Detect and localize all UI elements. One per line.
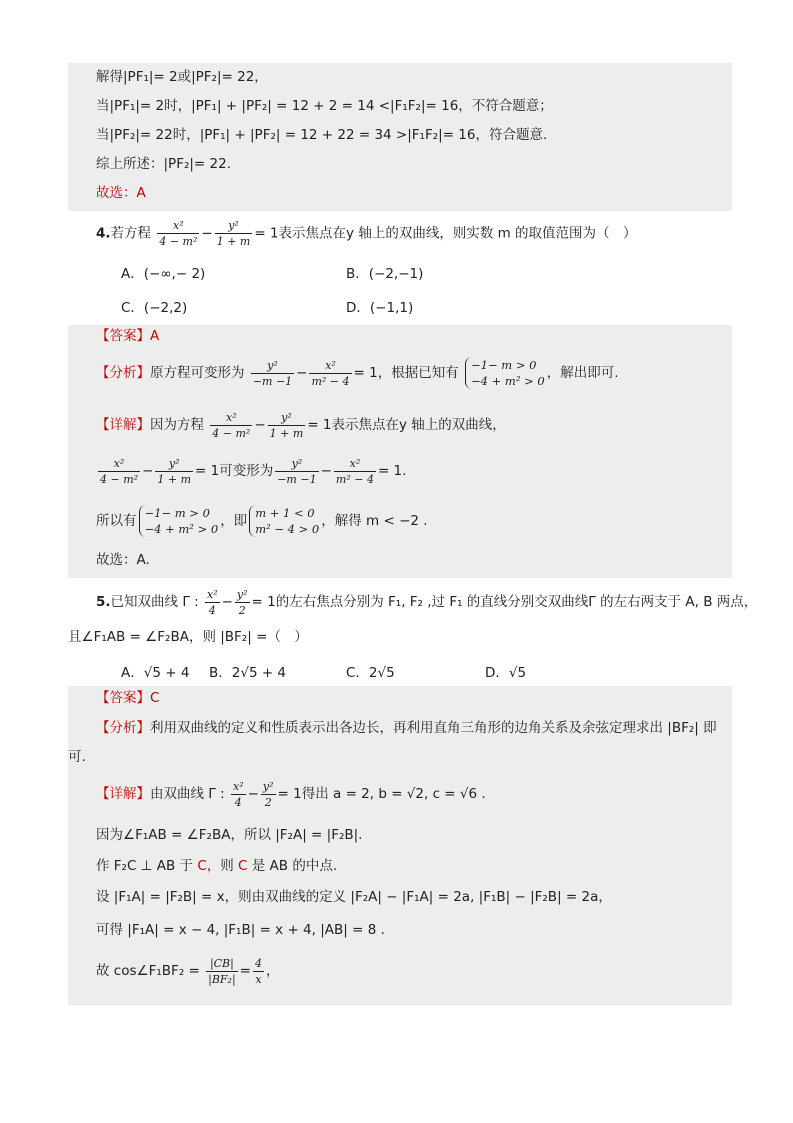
fraction — [210, 411, 252, 440]
answer-tag: 【答案】 — [96, 328, 150, 344]
denominator: 4 — [208, 603, 216, 617]
numerator: y² — [215, 219, 253, 234]
numerator: 4 — [254, 956, 262, 970]
option-d[interactable]: D．(−1,1) — [346, 300, 414, 316]
highlight-text: C — [233, 858, 252, 874]
detail-text: 因为∠F₁AB = ∠F₂BA，所以 |F₂A| = |F₂B|. — [96, 827, 363, 843]
detail-text: = 1表示焦点在y 轴上的双曲线， — [307, 417, 506, 433]
numerator: y² — [275, 457, 318, 472]
numerator: |CB| — [206, 957, 238, 972]
inequality: m + 1 < 0 — [255, 506, 315, 520]
analysis-tag: 【分析】 — [96, 720, 150, 736]
inequality: −1− m > 0 — [471, 358, 537, 372]
detail-line: $\frac{\text{x²}}{\text{4 − m²}}$ − $\frac{\text{y²}}{1 + m}$ = 1可变形为 $\frac{\text{y²}}{-m -1}$ − $\frac{\text{x²}}{\text{m² − 4}}$ = 1. — [100, 456, 407, 486]
denominator: 4 − m² — [100, 472, 139, 486]
detail-text: 设 |F₁A| = |F₂B| = x，则由双曲线的定义 |F₂A| − |F₁A| = 2a, |F₁B| − |F₂B| = 2a， — [96, 889, 612, 905]
numerator: y² — [155, 457, 193, 472]
detail-text: ，即 — [220, 513, 248, 529]
denominator: 2 — [238, 603, 246, 617]
option-d[interactable]: D．√5 — [485, 665, 527, 681]
question-text: = 1的左右焦点分别为 F₁, F₂ ,过 F₁ 的直线分别交双曲线Γ 的左右两支于 A, B 两点， — [251, 594, 758, 610]
inequality: −1− m > 0 — [144, 506, 210, 520]
solution-line: 综上所述：|PF₂|= 22. — [96, 156, 231, 172]
detail-line — [96, 951, 279, 991]
numerator: y² — [268, 411, 306, 426]
detail-text: = — [239, 963, 251, 979]
denominator: 1 + m — [269, 426, 304, 440]
analysis-tag: 【分析】 — [96, 365, 150, 381]
denominator: 1 + m — [216, 235, 251, 248]
denominator: x — [255, 972, 262, 986]
denominator: −m −1 — [252, 374, 293, 388]
detail-line: 【详解】因为方程 $\frac{\text{x²}}{\text{4 − m²}}$ − $\frac{\text{y²}}{1 + m}$ = 1表示焦点在y 轴上的双曲线， — [96, 410, 506, 440]
answer-value: C — [150, 690, 160, 706]
fraction — [253, 957, 264, 986]
detail-text: ， — [265, 963, 280, 979]
detail-text: 所以有 — [96, 513, 137, 529]
answer-value: A — [150, 328, 160, 344]
detail-text: 故选：A. — [96, 552, 150, 568]
detail-tag: 【详解】 — [96, 417, 150, 433]
numerator: x² — [210, 411, 252, 426]
solution-block-q5 — [68, 686, 732, 1005]
question-text: = 1表示焦点在y 轴上的双曲线，则实数 m 的取值范围为（ ） — [254, 225, 637, 242]
denominator: 2 — [264, 795, 272, 809]
option-c[interactable]: C．(−2,2) — [121, 300, 188, 316]
numerator: x² — [206, 587, 218, 601]
detail-text: 是 AB 的中点. — [251, 858, 338, 874]
numerator: x² — [98, 457, 140, 472]
analysis-line — [68, 747, 86, 767]
inequality-system — [465, 357, 545, 389]
question-text: 若方程 — [110, 225, 152, 242]
option-b[interactable]: B．2√5 + 4 — [209, 665, 287, 681]
denominator: 4 − m² — [159, 235, 198, 248]
detail-text: 故 cos∠F₁BF₂ = — [96, 963, 200, 979]
detail-text: = 1得出 a = 2, b = √2, c = √6 . — [277, 786, 486, 802]
denominator: −m −1 — [277, 472, 317, 486]
option-a[interactable]: A．(−∞,− 2) — [121, 266, 206, 282]
solution-line — [96, 183, 146, 203]
fraction — [235, 588, 250, 617]
analysis-text: = 1，根据已知有 — [353, 365, 459, 381]
detail-text: ，解得 m < −2 . — [321, 513, 428, 529]
denominator: 4 − m² — [212, 426, 251, 440]
numerator: y² — [251, 359, 294, 374]
answer-tag: 【答案】 — [96, 690, 150, 706]
inequality: −4 + m² > 0 — [144, 522, 219, 536]
analysis-text: 利用双曲线的定义和性质表示出各边长，再利用直角三角形的边角关系及余弦定理求出 |BF₂| 即 — [150, 720, 717, 736]
detail-tag: 【详解】 — [96, 786, 150, 802]
numerator: x² — [334, 457, 376, 472]
option-b[interactable]: B．(−2,−1) — [346, 266, 424, 282]
question-number: 4. — [96, 225, 111, 242]
fraction — [98, 457, 140, 486]
detail-line — [96, 856, 337, 876]
detail-text: 则 — [220, 858, 234, 874]
option-a[interactable]: A．√5 + 4 — [121, 665, 190, 681]
detail-text: 因为方程 — [150, 417, 204, 433]
numerator: x² — [157, 219, 199, 234]
numerator: x² — [232, 779, 244, 793]
analysis-text: 原方程可变形为 — [150, 365, 245, 381]
inequality: −4 + m² > 0 — [471, 374, 545, 388]
solution-block-q3 — [68, 63, 732, 211]
denominator: m² − 4 — [311, 374, 350, 388]
numerator: x² — [309, 359, 351, 374]
denominator: m² − 4 — [335, 472, 374, 486]
detail-line — [96, 920, 385, 940]
fraction — [206, 957, 238, 986]
fraction — [155, 457, 193, 486]
answer-line — [96, 688, 159, 708]
question-text: 已知双曲线 Γ : — [110, 594, 199, 610]
question-5-line2: 且∠F₁AB = ∠F₂BA，则 |BF₂| =（ ） — [68, 629, 308, 645]
numerator: y² — [236, 587, 248, 601]
solution-line: 当|PF₁|= 2时，|PF₁| + |PF₂| = 12 + 2 = 14 <|F₁F₂|= 16，不符合题意； — [96, 98, 553, 114]
detail-line: 【详解】由双曲线 Γ : $\frac{\text{x²}}{4}$ − $\frac{\text{y²}}{2}$ = 1得出 a = 2, b = √2, c = √6 . — [96, 779, 486, 809]
question-4: 4.若方程 $\frac{\text{x²}}{\text{4 − m²}}$ − $\frac{\text{y²}}{1 + m}$ = 1表示焦点在y 轴上的双曲线，则实数 m 的取值范围为（ ） — [96, 219, 637, 248]
denominator: |BF₂| — [208, 972, 236, 986]
answer-choice: 故选：A — [96, 185, 146, 201]
question-number: 5. — [96, 594, 111, 610]
detail-text: = 1. — [377, 463, 407, 479]
fraction — [309, 359, 351, 388]
fraction — [215, 219, 253, 248]
option-c[interactable]: C．2√5 — [346, 665, 395, 681]
fraction — [251, 359, 294, 388]
fraction — [334, 457, 376, 486]
highlight-text: C， — [193, 858, 221, 874]
detail-text: = 1可变形为 — [195, 463, 274, 479]
answer-line — [96, 326, 159, 346]
fraction — [275, 457, 318, 486]
numerator: y² — [262, 779, 274, 793]
analysis-text: ，解出即可. — [546, 365, 619, 381]
analysis-line — [96, 718, 717, 738]
solution-line: 解得|PF₁|= 2或|PF₂|= 22， — [96, 69, 268, 85]
fraction — [268, 411, 306, 440]
fraction — [261, 780, 276, 809]
detail-line — [96, 887, 612, 907]
fraction — [231, 780, 246, 809]
question-5: 5.已知双曲线 Γ : $\frac{\text{x²}}{4}$ − $\frac{\text{y²}}{2}$ = 1的左右焦点分别为 F₁, F₂ ,过 F₁ 的直线分别交双曲线Γ 的左右两支于 A, B 两点， — [96, 587, 758, 617]
solution-block-q4 — [68, 325, 732, 578]
inequality: m² − 4 > 0 — [255, 522, 320, 536]
detail-line — [96, 825, 362, 845]
detail-line — [96, 501, 428, 541]
detail-text: 可得 |F₁A| = x − 4, |F₁B| = x + 4, |AB| = 8 . — [96, 922, 385, 938]
denominator: 4 — [234, 795, 242, 809]
analysis-line: 【分析】原方程可变形为 $\frac{\text{y²}}{-m -1}$ − $\frac{\text{x²}}{\text{m² − 4}}$ = 1，根据已知有 −1− m > 0 −4 + m² > 0 ，解出即可. — [96, 358, 619, 388]
detail-text: 作 F₂C ⊥ AB 于 — [96, 858, 194, 874]
inequality-system — [139, 505, 219, 537]
detail-line — [96, 550, 150, 570]
denominator: 1 + m — [157, 472, 192, 486]
fraction — [157, 219, 199, 248]
detail-text: 由双曲线 Γ : — [150, 786, 225, 802]
analysis-text: 可. — [68, 749, 86, 765]
fraction — [205, 588, 220, 617]
solution-line: 当|PF₂|= 22时，|PF₁| + |PF₂| = 12 + 22 = 34 >|F₁F₂|= 16，符合题意. — [96, 127, 548, 143]
inequality-system — [249, 505, 319, 537]
